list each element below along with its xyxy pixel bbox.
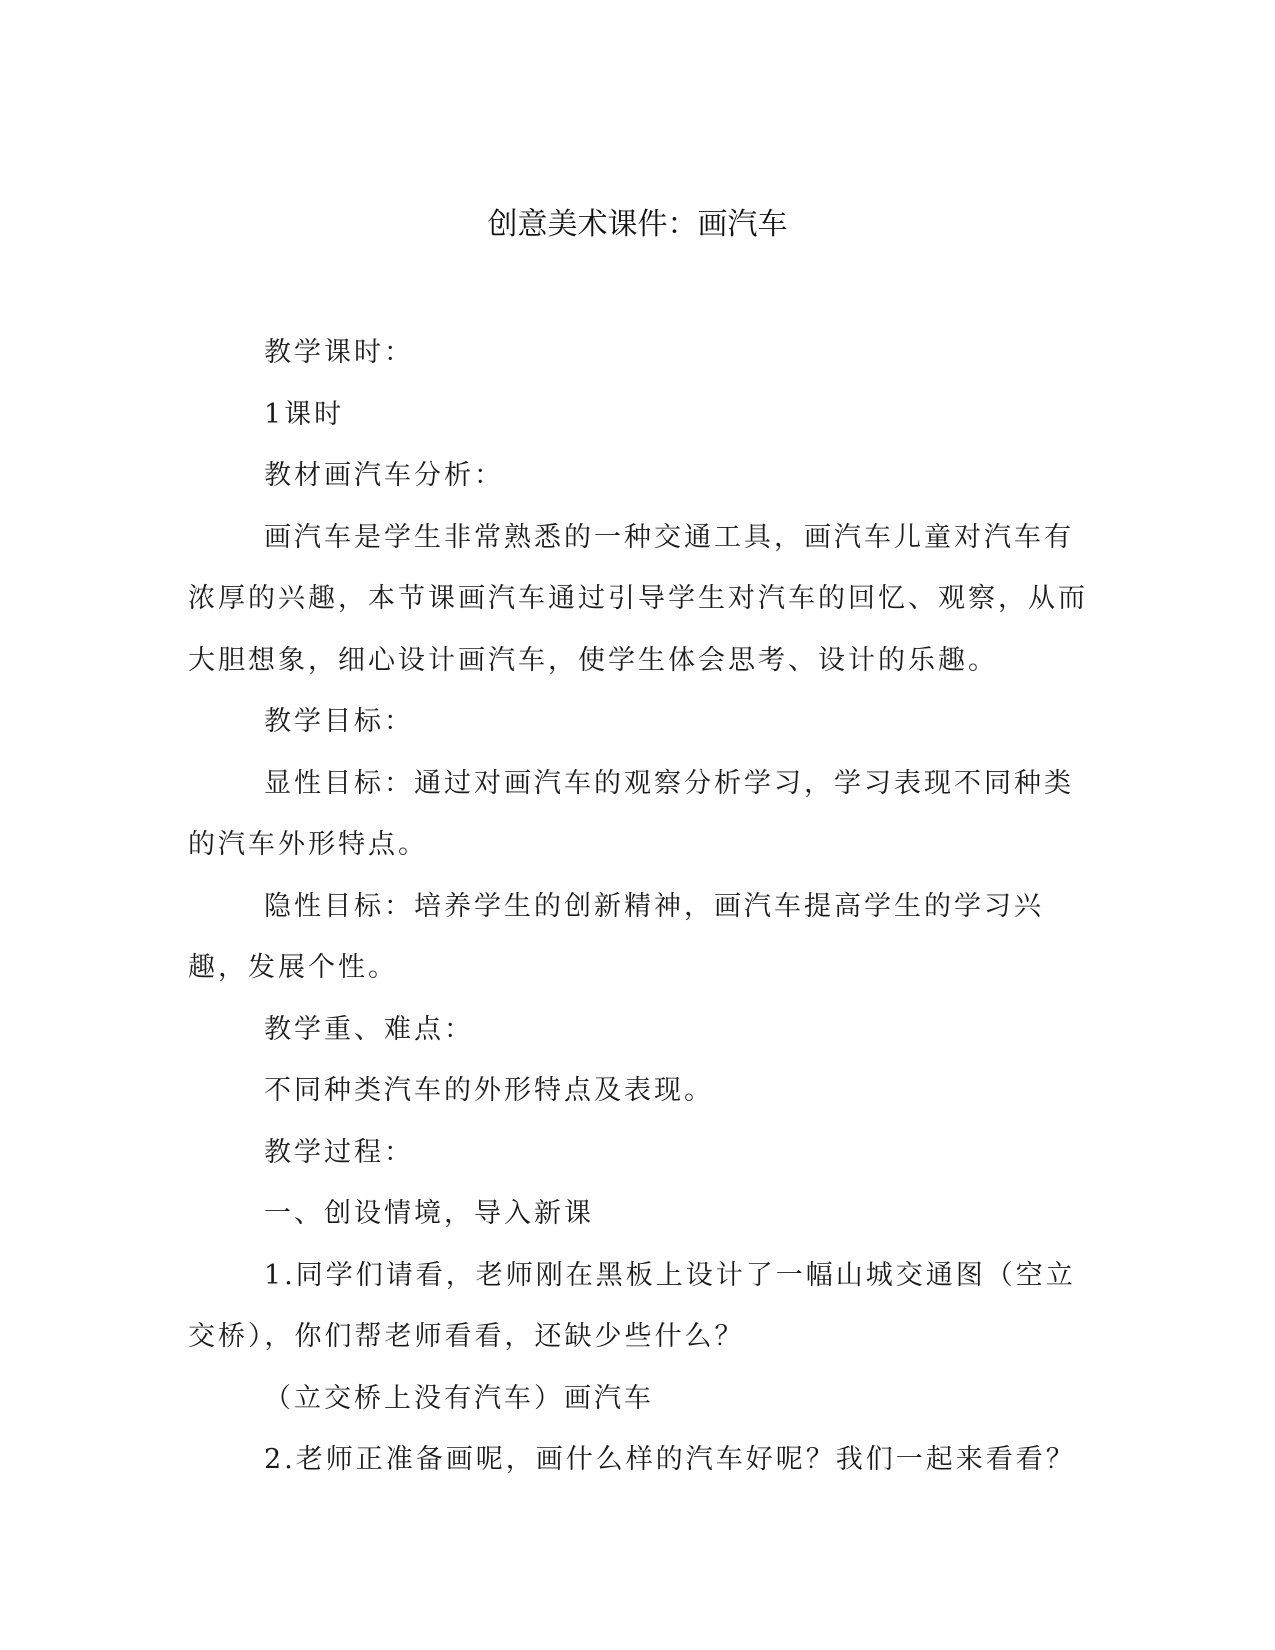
paragraph-explicit-objective: 显性目标：通过对画汽车的观察分析学习，学习表现不同种类的汽车外形特点。 — [188, 767, 1074, 860]
paragraph-step-one: 1.同学们请看，老师刚在黑板上设计了一幅山城交通图（空立交桥），你们帮老师看看，还缺少些什么？ — [188, 1259, 1076, 1352]
paragraph-key-points-heading: 教学重、难点： — [264, 1013, 474, 1045]
paragraph-material-analysis: 画汽车是学生非常熟悉的一种交通工具，画汽车儿童对汽车有浓厚的兴趣，本节课画汽车通过引导学生对汽车的回忆、观察，从而大胆想象，细心设计画汽车，使学生体会思考、设计的乐趣。 — [188, 521, 1088, 676]
paragraph-implicit-objective: 隐性目标：培养学生的创新精神，画汽车提高学生的学习兴趣，发展个性。 — [188, 890, 1044, 983]
paragraph-class-hours-heading: 教学课时： — [264, 337, 414, 368]
paragraph-section-one: 一、创设情境，导入新课 — [264, 1198, 594, 1229]
paragraph-objectives-heading: 教学目标： — [264, 706, 414, 737]
paragraph-step-two: 2.老师正准备画呢，画什么样的汽车好呢？我们一起来看看？ — [264, 1444, 1076, 1475]
paragraph-step-one-answer: （立交桥上没有汽车）画汽车 — [264, 1382, 654, 1414]
paragraph-key-points: 不同种类汽车的外形特点及表现。 — [264, 1075, 714, 1106]
paragraph-process-heading: 教学过程： — [264, 1136, 414, 1168]
document-title: 创意美术课件：画汽车 — [487, 207, 788, 242]
paragraph-class-hours: 1课时 — [264, 398, 345, 430]
paragraph-material-analysis-heading: 教材画汽车分析： — [264, 460, 504, 491]
document-body — [188, 322, 1088, 1491]
